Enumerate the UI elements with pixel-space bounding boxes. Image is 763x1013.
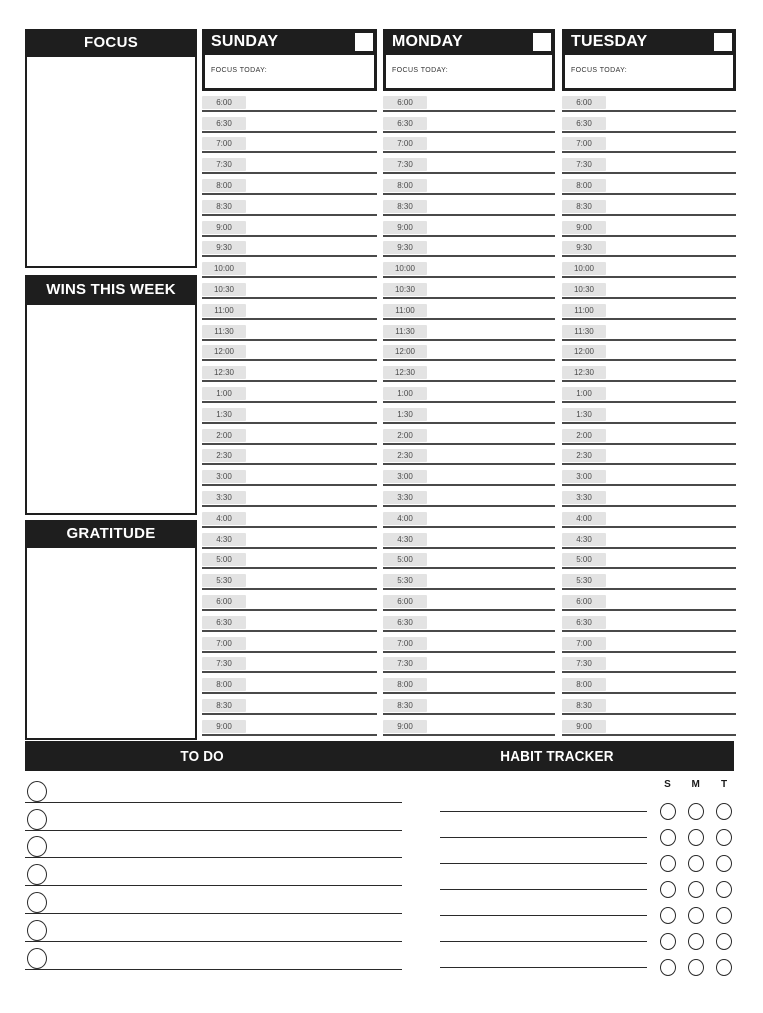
time-slot-label: 9:30 [202,241,246,254]
wins-section-title: WINS THIS WEEK [46,280,176,298]
time-slot-row[interactable] [562,133,736,154]
time-slot-row[interactable] [202,673,377,694]
time-slot-label: 6:30 [562,616,606,629]
habit-check-circle-tuesday[interactable] [716,829,732,846]
time-slot-row[interactable] [562,341,736,362]
time-slot-label: 6:30 [383,616,427,629]
habit-day-header-monday: M [691,779,700,790]
day-title: SUNDAY [211,33,279,50]
time-slot-row[interactable] [383,632,555,653]
time-slot-label: 6:00 [383,595,427,608]
time-slot-row[interactable] [202,195,377,216]
day-focus-today-box[interactable] [383,55,555,91]
todo-item-row[interactable] [25,914,402,942]
time-slot-row[interactable] [562,632,736,653]
todo-item-row[interactable] [25,858,402,886]
habit-name-line[interactable] [440,811,647,812]
time-slot-label: 1:30 [202,408,246,421]
habit-day-header-sunday: S [664,779,671,790]
time-slot-label: 10:30 [202,283,246,296]
time-slot-row[interactable] [562,424,736,445]
time-slot-label: 11:30 [202,325,246,338]
time-slot-label: 4:00 [202,512,246,525]
todo-checkbox-circle[interactable] [27,920,47,941]
time-slot-row[interactable] [202,361,377,382]
time-slot-label: 10:00 [562,262,606,275]
time-slot-label: 7:00 [202,137,246,150]
time-slot-row[interactable] [202,174,377,195]
habit-check-circle-sunday[interactable] [660,855,676,872]
time-slot-row[interactable] [202,341,377,362]
time-slot-row[interactable] [562,569,736,590]
time-slot-label: 6:00 [202,595,246,608]
todo-item-row[interactable] [25,942,402,970]
day-title: MONDAY [392,33,463,50]
time-slot-row[interactable] [562,445,736,466]
time-slot-row[interactable] [562,278,736,299]
time-slot-label: 8:00 [562,678,606,691]
time-slot-label: 12:00 [562,345,606,358]
time-slot-label: 6:30 [562,117,606,130]
time-slot-row[interactable] [202,382,377,403]
habit-check-circle-tuesday[interactable] [716,959,732,976]
time-slot-label: 5:00 [562,553,606,566]
time-slot-label: 4:30 [202,533,246,546]
time-slot-label: 5:00 [202,553,246,566]
todo-checkbox-circle[interactable] [27,864,47,885]
time-slot-label: 11:00 [202,304,246,317]
time-slot-label: 9:00 [562,221,606,234]
habit-check-circle-tuesday[interactable] [716,907,732,924]
time-slot-label: 9:00 [383,720,427,733]
time-slot-row[interactable] [383,237,555,258]
day-column [202,29,377,736]
day-checkbox[interactable] [355,33,373,51]
time-slot-label: 10:00 [202,262,246,275]
time-slot-row[interactable] [383,611,555,632]
time-slot-row[interactable] [383,112,555,133]
time-slot-row[interactable] [202,445,377,466]
time-slot-label: 8:30 [562,699,606,712]
time-slot-row[interactable] [383,382,555,403]
time-slot-label: 8:00 [202,179,246,192]
time-slot-label: 11:30 [383,325,427,338]
habit-row[interactable] [440,902,734,928]
time-slot-row[interactable] [383,715,555,736]
time-slot-row[interactable] [383,299,555,320]
habit-check-circle-monday[interactable] [688,959,704,976]
time-slot-row[interactable] [562,174,736,195]
day-header [383,29,555,55]
time-slot-label: 10:30 [562,283,606,296]
time-slot-row[interactable] [202,632,377,653]
time-slot-row[interactable] [383,569,555,590]
time-slot-row[interactable] [202,112,377,133]
time-slot-label: 1:30 [562,408,606,421]
time-slot-row[interactable] [562,257,736,278]
time-slot-label: 3:30 [383,491,427,504]
time-slot-row[interactable] [202,715,377,736]
day-focus-today-box[interactable] [562,55,736,91]
todo-checkbox-circle[interactable] [27,892,47,913]
time-slot-row[interactable] [562,403,736,424]
time-slot-label: 9:30 [562,241,606,254]
day-checkbox[interactable] [533,33,551,51]
time-slot-label: 7:30 [383,158,427,171]
todo-item-row[interactable] [25,831,402,859]
time-slot-row[interactable] [202,465,377,486]
time-slot-label: 5:30 [202,574,246,587]
day-schedule [562,91,736,736]
time-slot-row[interactable] [562,153,736,174]
time-slot-row[interactable] [383,361,555,382]
time-slot-label: 12:00 [202,345,246,358]
habit-check-circle-monday[interactable] [688,933,704,950]
time-slot-label: 5:30 [562,574,606,587]
habit-name-line[interactable] [440,889,647,890]
time-slot-row[interactable] [562,216,736,237]
habit-day-header-tuesday: T [720,779,728,790]
gratitude-notes-box[interactable] [25,546,197,740]
habit-name-line[interactable] [440,967,647,968]
gratitude-section-title: GRATITUDE [66,524,156,542]
habit-row[interactable] [440,954,734,980]
time-slot-label: 3:00 [562,470,606,483]
day-header [562,29,736,55]
todo-checkbox-circle[interactable] [27,948,47,969]
habit-check-circle-sunday[interactable] [660,803,676,820]
habit-check-circle-sunday[interactable] [660,881,676,898]
time-slot-row[interactable] [383,673,555,694]
time-slot-label: 7:00 [562,137,606,150]
habit-tracker-section-title: HABIT TRACKER [500,747,614,765]
todo-checkbox-circle[interactable] [27,836,47,857]
time-slot-label: 7:30 [202,158,246,171]
time-slot-label: 2:30 [383,449,427,462]
time-slot-label: 12:30 [202,366,246,379]
time-slot-row[interactable] [562,195,736,216]
time-slot-label: 6:30 [202,117,246,130]
time-slot-label: 5:00 [383,553,427,566]
time-slot-row[interactable] [202,486,377,507]
time-slot-row[interactable] [383,133,555,154]
time-slot-row[interactable] [562,91,736,112]
time-slot-label: 8:00 [562,179,606,192]
time-slot-label: 5:30 [383,574,427,587]
time-slot-label: 7:30 [562,158,606,171]
time-slot-label: 7:00 [202,637,246,650]
time-slot-label: 9:00 [562,720,606,733]
time-slot-label: 9:00 [383,221,427,234]
habit-check-circle-tuesday[interactable] [716,933,732,950]
habit-check-circle-sunday[interactable] [660,829,676,846]
time-slot-label: 7:00 [383,637,427,650]
day-schedule [383,91,555,736]
time-slot-label: 1:00 [202,387,246,400]
time-slot-label: 8:00 [383,678,427,691]
day-focus-today-box[interactable] [202,55,377,91]
time-slot-row[interactable] [202,320,377,341]
time-slot-row[interactable] [202,403,377,424]
time-slot-label: 1:00 [383,387,427,400]
habit-check-circle-monday[interactable] [688,907,704,924]
habit-check-circle-monday[interactable] [688,829,704,846]
time-slot-row[interactable] [562,673,736,694]
time-slot-row[interactable] [202,549,377,570]
time-slot-label: 8:00 [202,678,246,691]
time-slot-row[interactable] [383,528,555,549]
time-slot-row[interactable] [562,549,736,570]
time-slot-label: 12:30 [562,366,606,379]
time-slot-row[interactable] [562,299,736,320]
time-slot-label: 4:00 [383,512,427,525]
time-slot-label: 3:00 [202,470,246,483]
time-slot-label: 11:30 [562,325,606,338]
time-slot-row[interactable] [383,195,555,216]
time-slot-row[interactable] [383,590,555,611]
day-focus-today-label: FOCUS TODAY: [211,67,268,74]
day-column [562,29,736,736]
focus-section-header [25,29,197,55]
time-slot-row[interactable] [202,153,377,174]
todo-item-row[interactable] [25,803,402,831]
time-slot-row[interactable] [202,569,377,590]
time-slot-label: 6:30 [202,616,246,629]
wins-notes-box[interactable] [25,303,197,515]
time-slot-row[interactable] [562,528,736,549]
todo-item-row[interactable] [25,775,402,803]
time-slot-label: 7:30 [383,657,427,670]
todo-checkbox-circle[interactable] [27,809,47,830]
time-slot-row[interactable] [383,465,555,486]
time-slot-label: 7:00 [562,637,606,650]
time-slot-row[interactable] [202,694,377,715]
time-slot-row[interactable] [562,320,736,341]
day-checkbox[interactable] [714,33,732,51]
time-slot-row[interactable] [383,653,555,674]
time-slot-label: 6:00 [383,96,427,109]
time-slot-row[interactable] [383,424,555,445]
time-slot-row[interactable] [383,486,555,507]
time-slot-row[interactable] [383,403,555,424]
habit-row[interactable] [440,876,734,902]
time-slot-row[interactable] [562,237,736,258]
time-slot-row[interactable] [202,299,377,320]
habit-name-line[interactable] [440,837,647,838]
habit-row[interactable] [440,850,734,876]
habit-check-circle-sunday[interactable] [660,959,676,976]
time-slot-label: 7:30 [202,657,246,670]
habit-check-circle-tuesday[interactable] [716,803,732,820]
time-slot-label: 2:30 [202,449,246,462]
time-slot-label: 8:00 [383,179,427,192]
time-slot-row[interactable] [202,257,377,278]
time-slot-label: 11:00 [383,304,427,317]
time-slot-label: 3:00 [383,470,427,483]
time-slot-row[interactable] [202,133,377,154]
time-slot-label: 2:00 [202,429,246,442]
time-slot-row[interactable] [562,112,736,133]
time-slot-row[interactable] [202,528,377,549]
time-slot-row[interactable] [202,424,377,445]
day-focus-today-label: FOCUS TODAY: [392,67,449,74]
habit-row[interactable] [440,824,734,850]
time-slot-row[interactable] [202,611,377,632]
time-slot-label: 10:30 [383,283,427,296]
wins-section-header [25,275,197,303]
habit-check-circle-tuesday[interactable] [716,881,732,898]
time-slot-row[interactable] [562,694,736,715]
habit-check-circle-monday[interactable] [688,855,704,872]
time-slot-row[interactable] [383,216,555,237]
time-slot-label: 8:30 [202,699,246,712]
time-slot-label: 8:30 [202,200,246,213]
time-slot-row[interactable] [562,611,736,632]
habit-check-circle-tuesday[interactable] [716,855,732,872]
time-slot-label: 2:00 [562,429,606,442]
time-slot-row[interactable] [562,465,736,486]
bottom-section-bar [25,741,734,771]
habit-row[interactable] [440,798,734,824]
time-slot-label: 2:00 [383,429,427,442]
time-slot-label: 1:30 [383,408,427,421]
time-slot-row[interactable] [383,445,555,466]
time-slot-label: 10:00 [383,262,427,275]
time-slot-row[interactable] [562,507,736,528]
todo-checkbox-circle[interactable] [27,781,47,802]
todo-section-title: TO DO [180,747,224,765]
time-slot-label: 2:30 [562,449,606,462]
time-slot-row[interactable] [202,216,377,237]
habit-name-line[interactable] [440,941,647,942]
time-slot-row[interactable] [202,91,377,112]
time-slot-row[interactable] [562,590,736,611]
time-slot-label: 4:00 [562,512,606,525]
time-slot-row[interactable] [383,278,555,299]
focus-notes-box[interactable] [25,55,197,268]
time-slot-row[interactable] [202,653,377,674]
habit-check-circle-sunday[interactable] [660,933,676,950]
time-slot-row[interactable] [562,653,736,674]
time-slot-label: 6:30 [383,117,427,130]
time-slot-row[interactable] [562,486,736,507]
time-slot-label: 6:00 [202,96,246,109]
gratitude-section-header [25,520,197,546]
time-slot-label: 6:00 [562,595,606,608]
time-slot-row[interactable] [562,361,736,382]
habit-day-headers [440,779,734,795]
time-slot-row[interactable] [562,715,736,736]
time-slot-label: 4:30 [562,533,606,546]
day-focus-today-label: FOCUS TODAY: [571,67,628,74]
time-slot-label: 8:30 [562,200,606,213]
time-slot-label: 12:00 [383,345,427,358]
time-slot-label: 7:30 [562,657,606,670]
time-slot-row[interactable] [383,153,555,174]
day-title: TUESDAY [571,33,648,50]
habit-row[interactable] [440,928,734,954]
focus-section-title: FOCUS [84,33,138,51]
time-slot-row[interactable] [562,382,736,403]
time-slot-row[interactable] [202,590,377,611]
habit-check-circle-monday[interactable] [688,881,704,898]
time-slot-label: 12:30 [383,366,427,379]
time-slot-label: 3:30 [562,491,606,504]
day-schedule [202,91,377,736]
time-slot-row[interactable] [202,507,377,528]
time-slot-row[interactable] [383,507,555,528]
time-slot-label: 6:00 [562,96,606,109]
time-slot-label: 9:00 [202,221,246,234]
time-slot-row[interactable] [383,694,555,715]
time-slot-label: 9:00 [202,720,246,733]
time-slot-label: 3:30 [202,491,246,504]
time-slot-row[interactable] [383,320,555,341]
todo-list [25,775,402,970]
habit-list [440,798,734,980]
time-slot-label: 4:30 [383,533,427,546]
habit-name-line[interactable] [440,863,647,864]
time-slot-row[interactable] [202,278,377,299]
time-slot-row[interactable] [383,174,555,195]
time-slot-label: 8:30 [383,200,427,213]
habit-check-circle-sunday[interactable] [660,907,676,924]
time-slot-row[interactable] [383,91,555,112]
time-slot-label: 11:00 [562,304,606,317]
time-slot-label: 1:00 [562,387,606,400]
habit-check-circle-monday[interactable] [688,803,704,820]
time-slot-label: 8:30 [383,699,427,712]
habit-tracker-section-header [380,741,735,771]
todo-item-row[interactable] [25,886,402,914]
time-slot-row[interactable] [383,341,555,362]
time-slot-label: 9:30 [383,241,427,254]
time-slot-label: 7:00 [383,137,427,150]
day-header [202,29,377,55]
time-slot-row[interactable] [383,257,555,278]
day-column [383,29,555,736]
habit-name-line[interactable] [440,915,647,916]
todo-section-header [25,741,380,771]
time-slot-row[interactable] [202,237,377,258]
time-slot-row[interactable] [383,549,555,570]
